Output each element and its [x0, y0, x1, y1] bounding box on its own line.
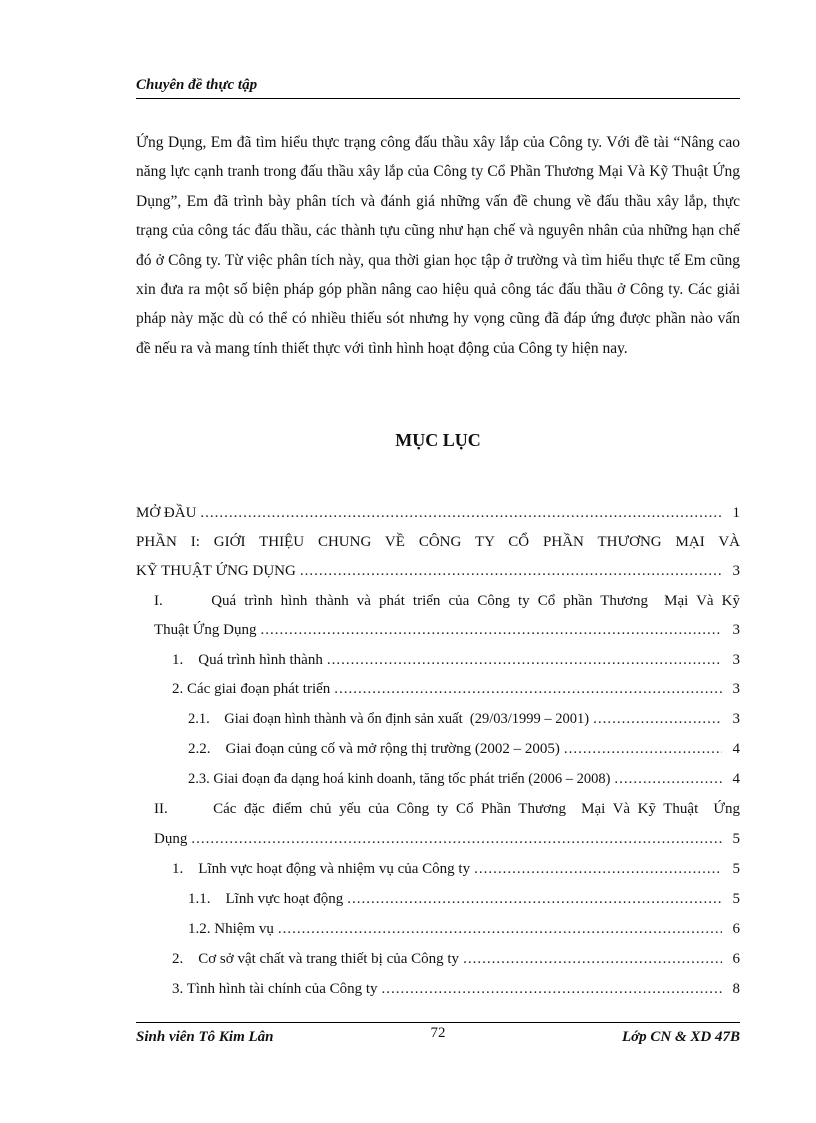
toc-entry-phan-1[interactable] [136, 556, 740, 586]
page-header [136, 76, 740, 99]
toc-entry-text: 2. Cơ sở vật chất và trang thiết bị của Công ty [172, 951, 460, 967]
toc-page-number: 3 [732, 563, 740, 579]
toc-entry-text: Thuật Ứng Dụng [154, 622, 257, 638]
toc-page-number: 6 [732, 921, 740, 937]
toc-leader-dots [278, 914, 722, 944]
toc-entry-sec-1-2-2[interactable] [188, 734, 740, 764]
toc-leader-dots [382, 974, 722, 1004]
toc-leader-dots [191, 824, 722, 854]
toc-page-number: 6 [732, 951, 740, 967]
toc-page-number: 3 [732, 681, 740, 697]
footer-page-number: 72 [430, 1025, 446, 1041]
intro-paragraph: Ứng Dụng, Em đã tìm hiểu thực trạng công đấu thầu xây lắp của Công ty. Với đề tài “Nâng cao năng lực cạnh tranh trong đấu thầu xây lắp của Công ty Cổ Phần Thương Mại Và Kỹ Thuật Ứng Dụng”, Em đã trình bày phân tích và đánh giá những vấn đề chung về đấu thầu xây lắp, thực trạng của công tác đấu thầu, các thành tựu cũng như hạn chế và nguyên nhân của những hạn chế đó ở Công ty. Từ việc phân tích này, qua thời gian học tập ở trường và tìm hiểu thực tế Em cũng xin đưa ra một số biện pháp góp phần nâng cao hiệu quả công tác đấu thầu ở Công ty. Các giải pháp này mặc dù có thể có nhiều thiếu sót nhưng hy vọng cũng đã đáp ứng được phần nào vấn đề nếu ra và mang tính thiết thực với tình hình hoạt động của Công ty hiện nay. [136, 134, 740, 357]
toc-entry-sec-2-1[interactable] [172, 854, 740, 884]
toc-entry-sec-2-2[interactable] [172, 944, 740, 974]
toc-page-number: 3 [732, 622, 740, 638]
toc-page-number: 3 [732, 652, 740, 668]
toc-leader-dots [474, 854, 722, 884]
toc-leader-dots [327, 645, 722, 675]
toc-leader-dots [564, 734, 722, 764]
toc-page-number: 4 [732, 771, 740, 787]
toc-entry-sec-2-3[interactable] [172, 974, 740, 1004]
footer-student-name: Sinh viên Tô Kim Lân [136, 1029, 274, 1045]
toc-entry-text: 1. Quá trình hình thành [172, 652, 323, 668]
toc-title: MỤC LỤC [395, 430, 481, 450]
toc-entry-sec-2-line1[interactable]: II. Các đặc điểm chủ yếu của Công ty Cổ Phần Thương Mại Và Kỹ Thuật Ứng [154, 801, 740, 817]
toc-page-number: 8 [732, 981, 740, 997]
toc-entry-text: Dụng [154, 831, 188, 847]
toc-page-number: 4 [732, 741, 740, 757]
toc-page-number: 5 [732, 831, 740, 847]
toc-leader-dots [334, 674, 722, 704]
toc-entry-phan-1-line1[interactable]: PHẦN I: GIỚI THIỆU CHUNG VỀ CÔNG TY CỔ PHẦN THƯƠNG MẠI VÀ [136, 534, 740, 550]
toc-page-number: 5 [732, 891, 740, 907]
toc-entry-sec-1-2-1[interactable] [188, 704, 740, 734]
toc-entry-sec-2-1-1[interactable] [188, 884, 740, 914]
toc-entry-sec-1-2-3[interactable] [188, 764, 740, 794]
toc-leader-dots [614, 764, 722, 794]
toc-entry-text: 2.3. Giai đoạn đa dạng hoá kinh doanh, tăng tốc phát triển (2006 – 2008) [188, 771, 611, 787]
toc-leader-dots [260, 615, 722, 645]
toc-entry-text: 1. Lĩnh vực hoạt động và nhiệm vụ của Công ty [172, 861, 471, 877]
toc-entry-text: 1.2. Nhiệm vụ [188, 921, 274, 937]
toc-entry-text: 2.1. Giai đoạn hình thành và ổn định sản xuất (29/03/1999 – 2001) [188, 711, 590, 727]
toc-page-number: 3 [732, 711, 740, 727]
page-footer [136, 1022, 740, 1053]
toc-entry-sec-1-2[interactable] [172, 674, 740, 704]
toc-entry-text: 2.2. Giai đoạn củng cố và mở rộng thị trường (2002 – 2005) [188, 741, 560, 757]
toc-page-number: 5 [732, 861, 740, 877]
toc-page-number: 1 [732, 505, 740, 521]
toc-entry-text: KỸ THUẬT ỨNG DỤNG [136, 563, 296, 579]
toc-leader-dots [593, 704, 722, 734]
toc-leader-dots [300, 556, 722, 586]
toc-entry-sec-2-1-2[interactable] [188, 914, 740, 944]
toc-leader-dots [463, 944, 722, 974]
toc-leader-dots [347, 884, 722, 914]
toc-entry-text: 1.1. Lĩnh vực hoạt động [188, 891, 344, 907]
toc-leader-dots [200, 498, 722, 528]
toc-entry-text: MỞ ĐẦU [136, 505, 197, 521]
toc-entry-mo-dau[interactable] [136, 498, 740, 528]
toc-entry-sec-1[interactable] [154, 615, 740, 645]
toc-entry-text: 2. Các giai đoạn phát triển [172, 681, 331, 697]
footer-class-name: Lớp CN & XD 47B [621, 1029, 740, 1045]
toc-entry-text: 3. Tình hình tài chính của Công ty [172, 981, 378, 997]
toc-entry-sec-1-1[interactable] [172, 645, 740, 675]
toc-entry-sec-2[interactable] [154, 824, 740, 854]
header-title: Chuyên đề thực tập [136, 77, 258, 93]
toc-entry-sec-1-line1[interactable]: I. Quá trình hình thành và phát triển của Công ty Cổ phần Thương Mại Và Kỹ [154, 593, 740, 609]
